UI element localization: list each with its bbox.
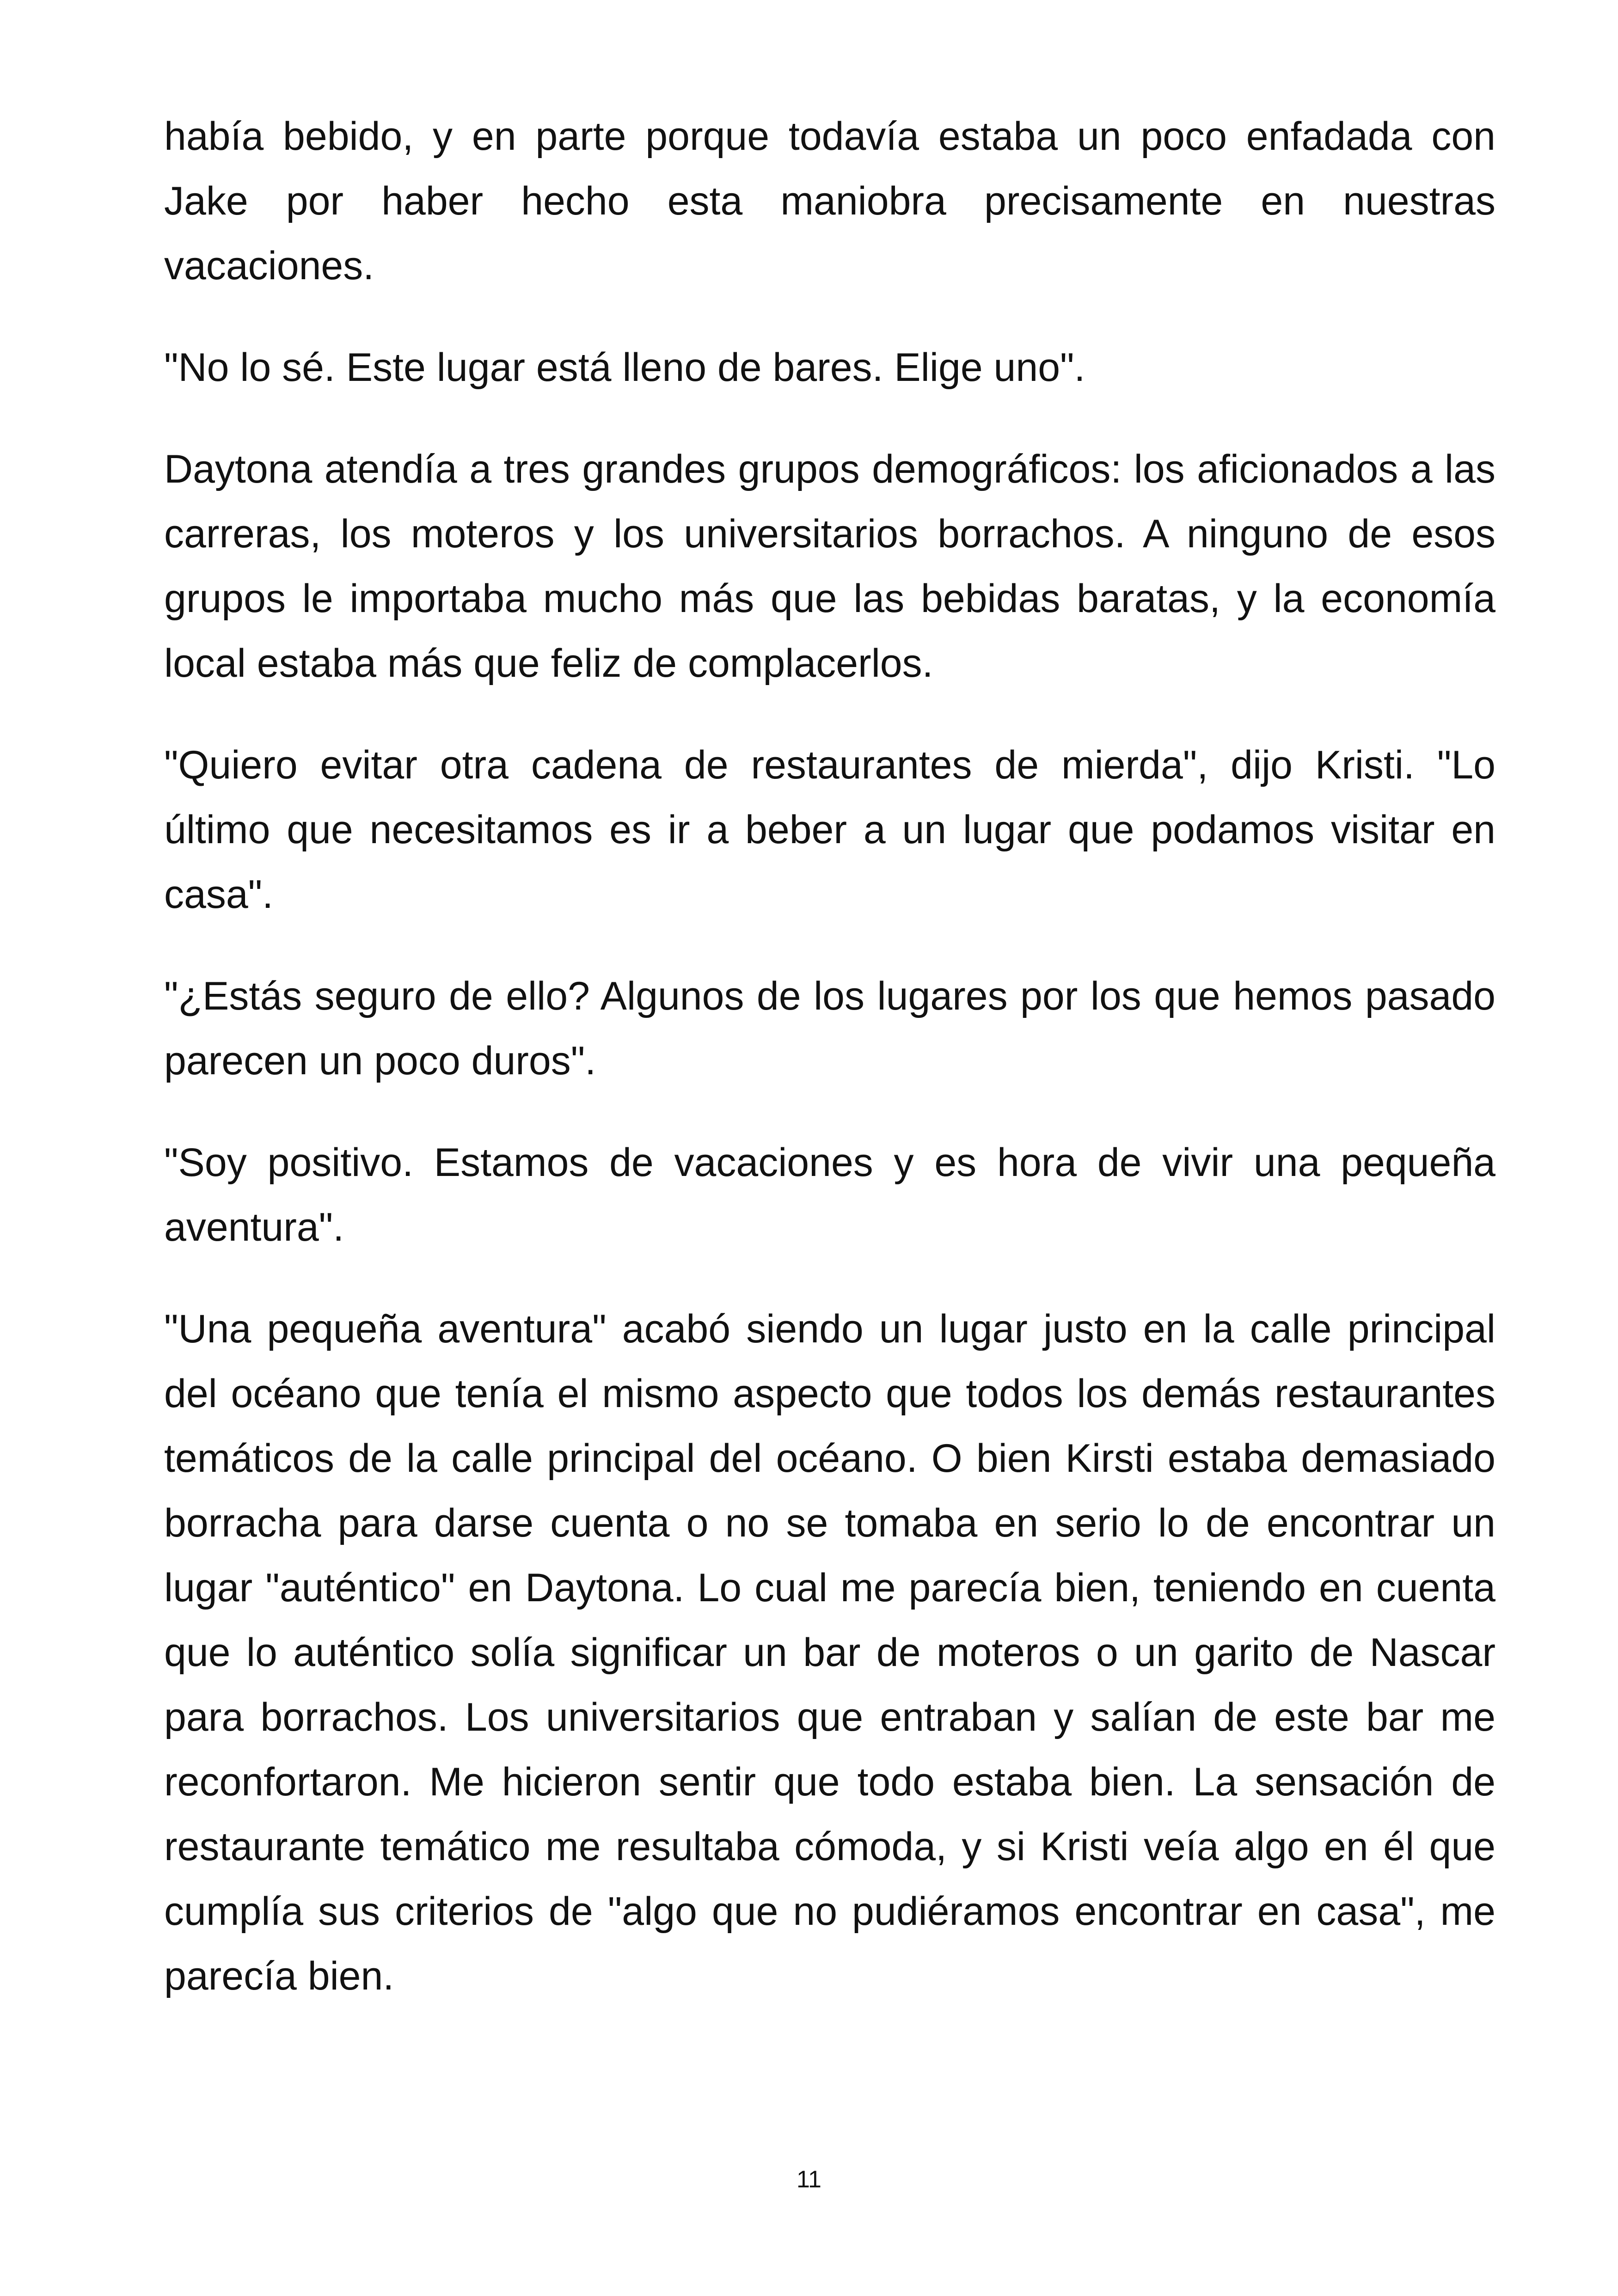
paragraph-5: "¿Estás seguro de ello? Algunos de los lugares por los que hemos pasado parecen un poco duros".: [164, 974, 1495, 1083]
page-number: 11: [797, 2166, 821, 2193]
paragraph-7: "Una pequeña aventura" acabó siendo un lugar justo en la calle principal del océano que tenía el mismo aspecto que todos los demás restaurantes temáticos de la calle principal del océano. O bien Kirsti estaba demasiado borracha para darse cuenta o no se tomaba en serio lo de encontrar un lugar "auténtico" en Daytona. Lo cual me parecía bien, teniendo en cuenta que lo auténtico solía significar un bar de moteros o un garito de Nascar para borrachos. Los universitarios que entraban y salían de este bar me reconfortaron. Me hicieron sentir que todo estaba bien. La sensación de restaurante temático me resultaba cómoda, y si Kristi veía algo en él que cumplía sus criterios de "algo que no pudiéramos encontrar en casa", me parecía bien.: [164, 1307, 1495, 1998]
paragraph-2: "No lo sé. Este lugar está lleno de bares. Elige uno".: [164, 345, 1085, 390]
paragraph-3: Daytona atendía a tres grandes grupos demográficos: los aficionados a las carreras, los moteros y los universitarios borrachos. A ninguno de esos grupos le importaba mucho más que las bebidas baratas, y la economía local estaba más que feliz de complacerlos.: [164, 447, 1495, 686]
paragraph-6: "Soy positivo. Estamos de vacaciones y es hora de vivir una pequeña aventura".: [164, 1140, 1495, 1249]
paragraph-1: había bebido, y en parte porque todavía estaba un poco enfadada con Jake por haber hecho esta maniobra precisamente en nuestras vacaciones.: [164, 114, 1495, 288]
body-text: [164, 104, 1495, 2008]
paragraph-4: "Quiero evitar otra cadena de restaurantes de mierda", dijo Kristi. "Lo último que necesitamos es ir a beber a un lugar que podamos visitar en casa".: [164, 743, 1495, 917]
